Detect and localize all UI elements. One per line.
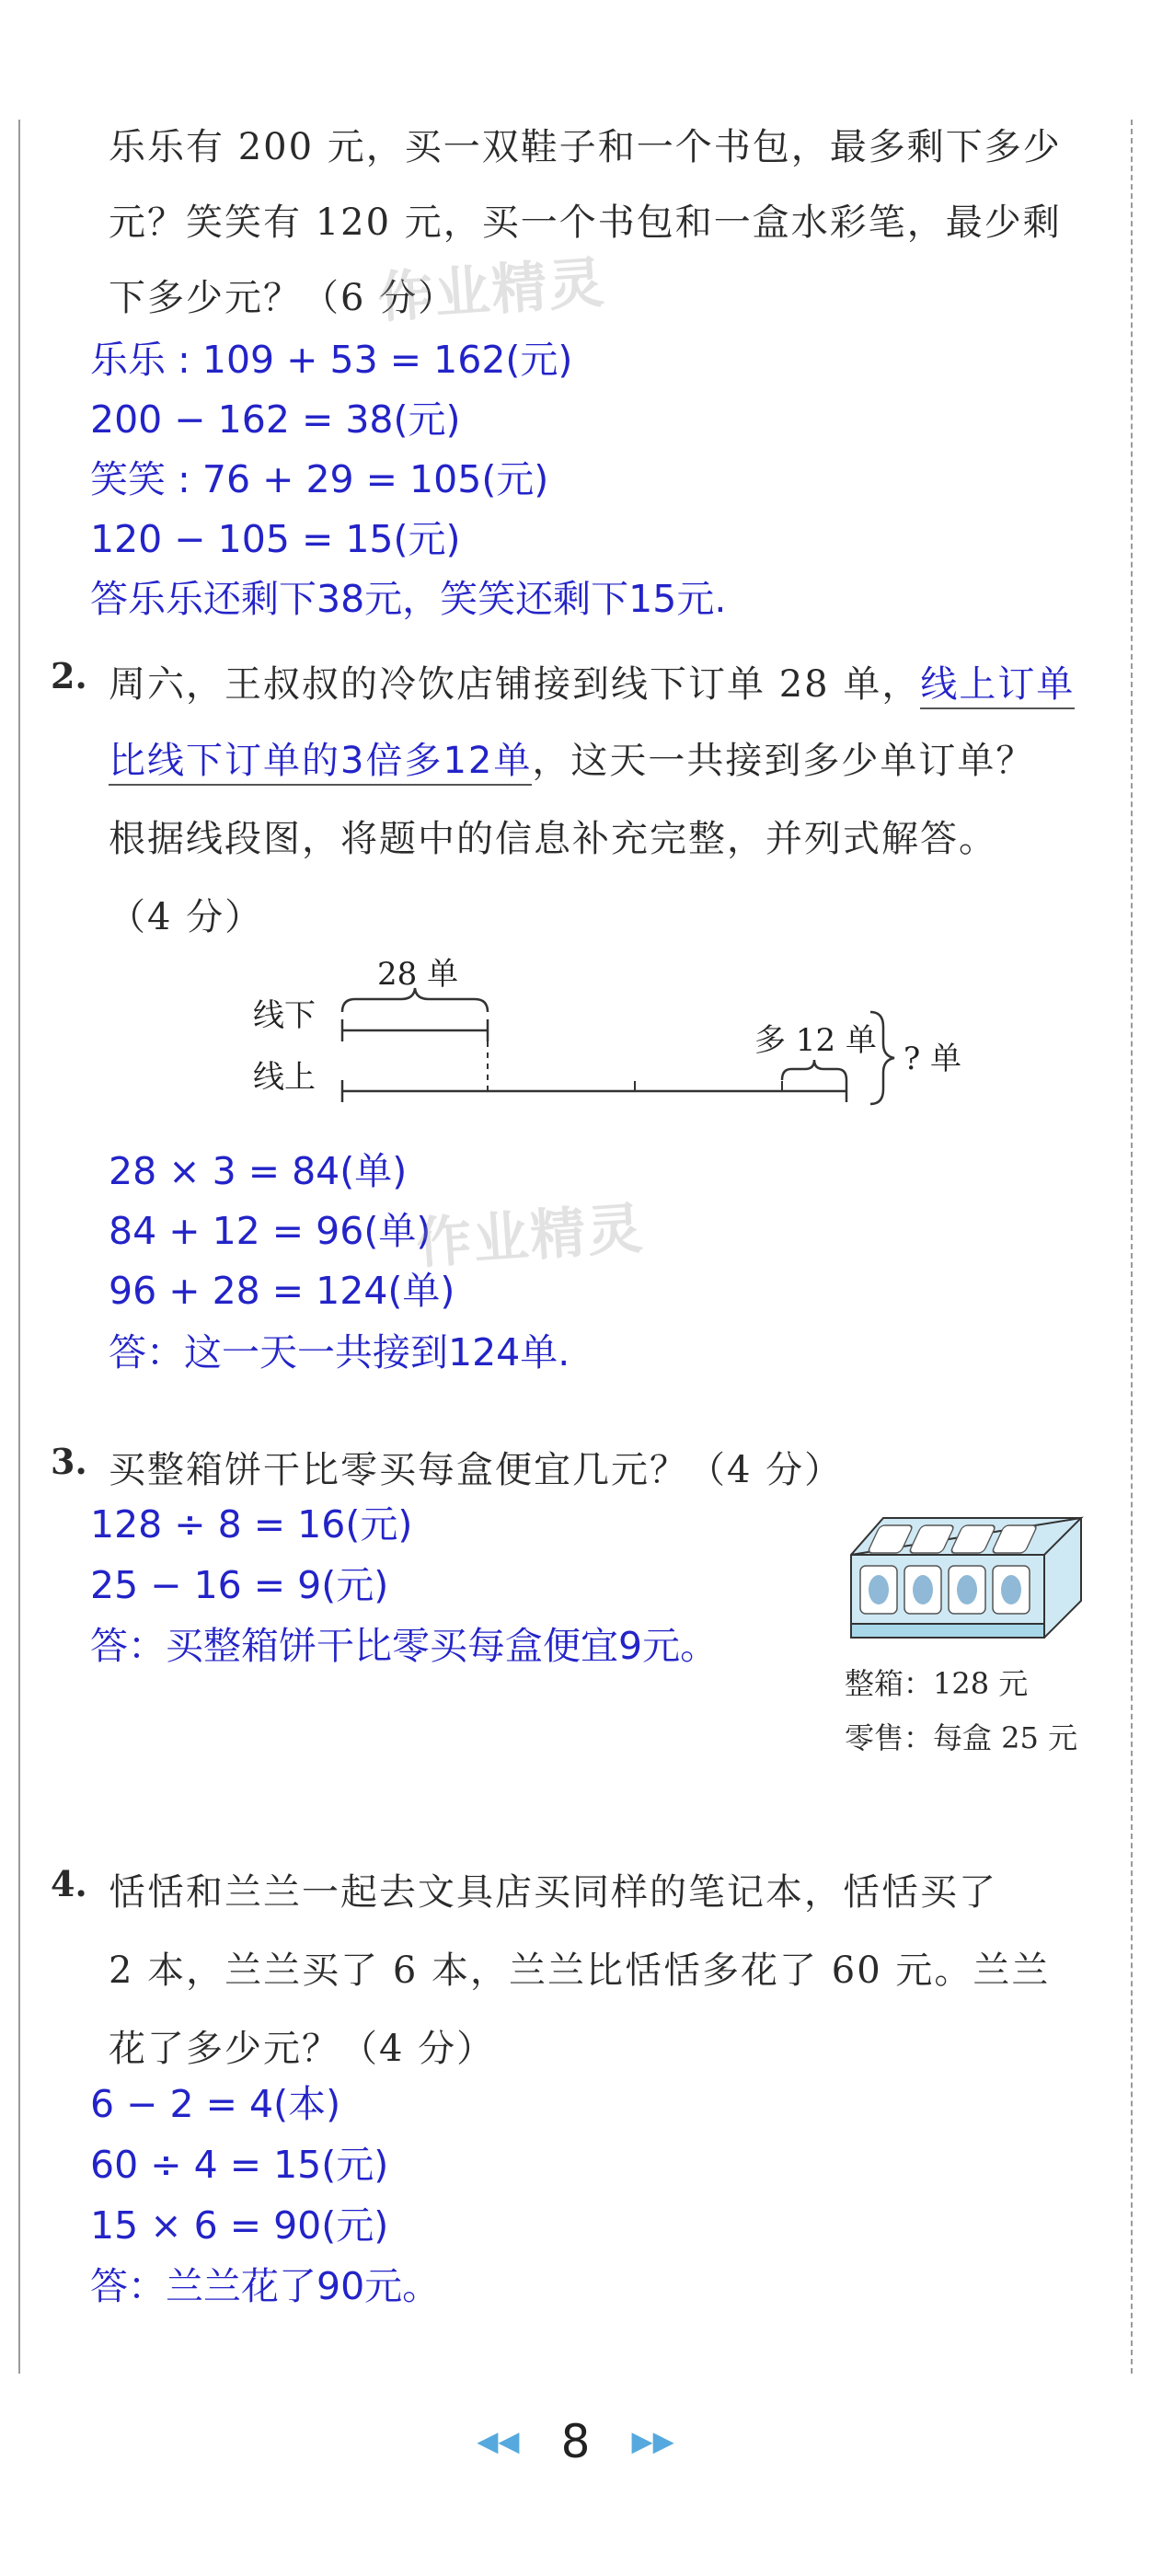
- answer-1-line-2: 200 − 162 = 38(元): [90, 397, 461, 442]
- page-number: 8: [560, 2415, 591, 2468]
- fill-in-answer-b: 比线下订单的3倍多12单: [109, 740, 532, 786]
- answer-4-line-3: 15 × 6 = 90(元): [90, 2203, 389, 2248]
- answer-1-line-4: 120 − 105 = 15(元): [90, 517, 461, 561]
- answer-3-line-3: 答：买整箱饼干比零买每盒便宜9元。: [90, 1624, 719, 1668]
- biscuit-box-icon: [846, 1509, 1095, 1647]
- price-box-label: 整箱：128 元: [845, 1666, 1029, 1701]
- question-2-line-1: [109, 655, 1075, 707]
- offline-value-label: 28 单: [377, 956, 459, 993]
- question-4-number: 4.: [51, 1863, 87, 1904]
- question-3-number: 3.: [51, 1441, 87, 1482]
- answer-4-line-1: 6 − 2 = 4(本): [90, 2082, 341, 2126]
- question-1-line-3: 下多少元？（6 分）: [109, 277, 457, 319]
- watermark: 作业精灵: [375, 250, 608, 331]
- question-2-number: 2.: [51, 655, 87, 696]
- answer-2-line-1: 28 × 3 = 84(单): [109, 1149, 408, 1193]
- question-2-text-2: ，这天一共接到多少单订单？: [532, 740, 1035, 782]
- answer-3-line-2: 25 − 16 = 9(元): [90, 1563, 389, 1607]
- label-online: 线上: [253, 1059, 316, 1096]
- line-segment-diagram: [239, 948, 1030, 1122]
- answer-4-line-4: 答：兰兰花了90元。: [90, 2264, 441, 2308]
- extra-brace: [782, 1060, 846, 1080]
- question-1-line-2: 元？笑笑有 120 元，买一个书包和一盒水彩笔，最少剩: [109, 201, 1062, 244]
- question-1-line-1: 乐乐有 200 元，买一双鞋子和一个书包，最多剩下多少: [109, 126, 1062, 168]
- question-2-points: （4 分）: [109, 896, 264, 938]
- question-2-line-3: 根据线段图，将题中的信息补充完整，并列式解答。: [109, 818, 997, 860]
- question-2-line-2: [109, 731, 1034, 784]
- question-4-line-3: 花了多少元？（4 分）: [109, 2028, 496, 2070]
- price-single-label: 零售：每盒 25 元: [845, 1720, 1078, 1755]
- question-2-text-1: 周六，王叔叔的冷饮店铺接到线下订单 28 单，: [109, 663, 921, 706]
- fill-in-answer-a: 线上订单: [920, 663, 1075, 709]
- question-4-line-2: 2 本，兰兰买了 6 本，兰兰比恬恬多花了 60 元。兰兰: [109, 1949, 1051, 1992]
- page-navigation: [0, 2415, 1151, 2468]
- watermark: 作业精灵: [414, 1196, 647, 1277]
- extra-value-label: 多 12 单: [754, 1022, 877, 1059]
- answer-4-line-2: 60 ÷ 4 = 15(元): [90, 2143, 389, 2187]
- total-value-label: ? 单: [904, 1041, 962, 1077]
- label-offline: 线下: [253, 997, 316, 1034]
- next-page-icon[interactable]: ▶▶: [631, 2425, 674, 2458]
- answer-1-line-5: 答乐乐还剩下38元，笑笑还剩下15元.: [90, 577, 727, 621]
- question-4-line-1: 恬恬和兰兰一起去文具店买同样的笔记本，恬恬买了: [109, 1871, 997, 1914]
- question-3-text: 买整箱饼干比零买每盒便宜几元？（4 分）: [109, 1449, 844, 1491]
- answer-1-line-3: 笑笑 : 76 + 29 = 105(元): [90, 457, 549, 501]
- page-right-border: [1131, 120, 1133, 2374]
- previous-page-icon[interactable]: ◀◀: [477, 2425, 520, 2458]
- answer-2-line-3: 96 + 28 = 124(单): [109, 1269, 455, 1313]
- answer-2-line-4: 答：这一天一共接到124单.: [109, 1330, 570, 1374]
- answer-2-line-2: 84 + 12 = 96(单): [109, 1209, 432, 1253]
- page-left-border: [18, 120, 20, 2374]
- answer-3-line-1: 128 ÷ 8 = 16(元): [90, 1502, 413, 1547]
- answer-1-line-1: 乐乐 : 109 + 53 = 162(元): [90, 338, 573, 382]
